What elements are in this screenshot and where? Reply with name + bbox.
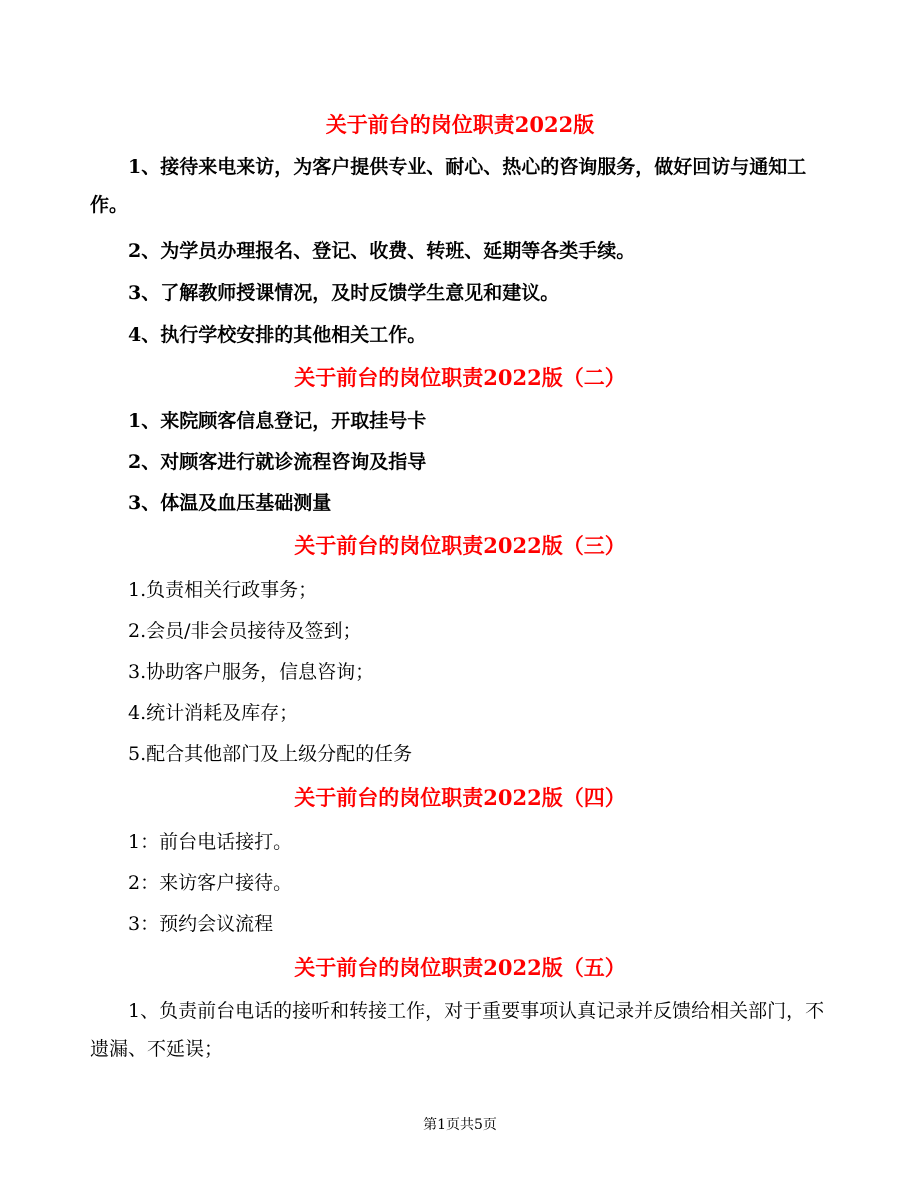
- section-2-item-2: 2、对顾客进行就诊流程咨询及指导: [128, 451, 427, 473]
- section-2-heading: 关于前台的岗位职责2022版（二）: [294, 365, 626, 390]
- section-5-item-1: 1、负责前台电话的接听和转接工作，对于重要事项认真记录并反馈给相关部门，不遗漏、不延误；: [90, 1000, 825, 1060]
- section-3-heading: 关于前台的岗位职责2022版（三）: [294, 533, 626, 558]
- section-1-heading: 关于前台的岗位职责2022版: [325, 112, 595, 137]
- section-3-item-3: 3.协助客户服务，信息咨询；: [128, 661, 375, 683]
- section-4-item-3: 3：预约会议流程: [128, 913, 274, 935]
- section-3-item-5: 5.配合其他部门及上级分配的任务: [128, 743, 413, 765]
- section-4-item-1: 1：前台电话接打。: [128, 831, 293, 853]
- section-3-item-1: 1.负责相关行政事务；: [128, 579, 318, 601]
- section-1-item-2: 2、为学员办理报名、登记、收费、转班、延期等各类手续。: [128, 240, 636, 262]
- section-2-item-1: 1、来院顾客信息登记，开取挂号卡: [128, 410, 427, 432]
- section-3-item-4: 4.统计消耗及库存；: [128, 702, 299, 724]
- section-1-item-3: 3、了解教师授课情况，及时反馈学生意见和建议。: [128, 282, 560, 304]
- section-4-heading: 关于前台的岗位职责2022版（四）: [294, 785, 626, 810]
- section-4-item-2: 2：来访客户接待。: [128, 872, 293, 894]
- page-number-footer: 第1页共5页: [423, 1117, 497, 1133]
- section-1-item-1: 1、接待来电来访，为客户提供专业、耐心、热心的咨询服务，做好回访与通知工作。: [90, 156, 807, 216]
- section-5-heading: 关于前台的岗位职责2022版（五）: [294, 955, 626, 980]
- section-3-item-2: 2.会员/非会员接待及签到；: [128, 620, 362, 642]
- section-1-item-4: 4、执行学校安排的其他相关工作。: [128, 324, 427, 346]
- section-2-item-3: 3、体温及血压基础测量: [128, 492, 332, 514]
